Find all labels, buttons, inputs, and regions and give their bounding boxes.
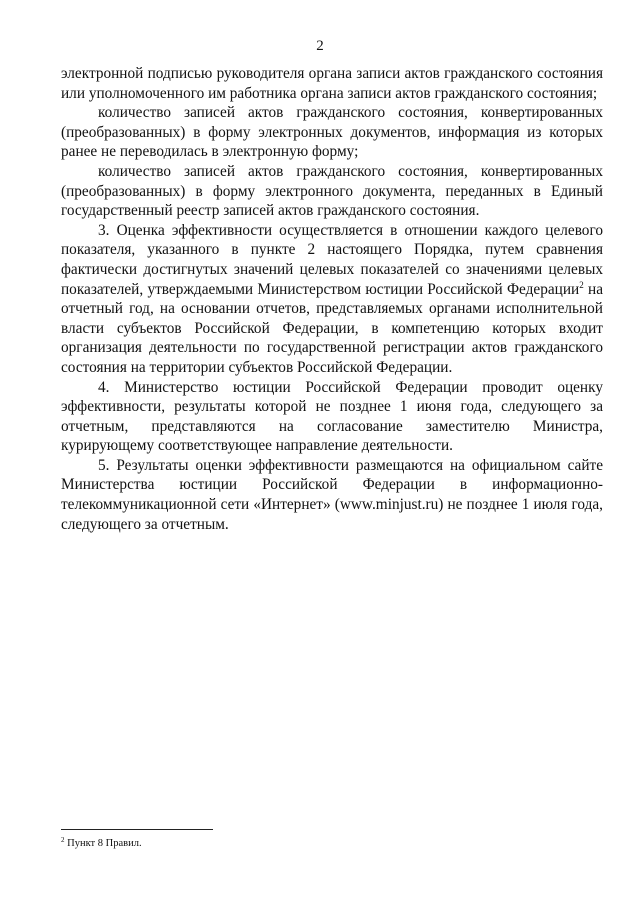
document-body <box>61 64 603 534</box>
footnote-separator <box>61 829 213 830</box>
paragraph-signature-continuation: электронной подписью руководителя органа записи актов гражданского состояния или уполномоченного им работника органа записи актов гражданского состояния; <box>61 65 603 102</box>
footnote-reference: 2 <box>579 279 584 290</box>
paragraph-converted-records: количество записей актов гражданского состояния, конвертированных (преобразованных) в форму электронных документов, информация из которых ранее не переводилась в электронную форму; <box>61 104 603 161</box>
paragraph-transferred-records: количество записей актов гражданского состояния, конвертированных (преобразованных) в форму электронного документа, переданных в Единый государственный реестр записей актов гражданского состояния. <box>61 162 603 220</box>
paragraph-item-3-text-start: 3. Оценка эффективности осуществляется в отношении каждого целевого показателя, указанного в пункте 2 настоящего Порядка, путем сравнения фактически достигнутых значений целевых показателей со значениями целевых показателей, утверждаемыми Министерством юстиции Российской Федерации <box>61 221 603 298</box>
footnote <box>61 837 461 850</box>
footnote-number: 2 <box>61 836 65 844</box>
paragraph-item-3 <box>61 221 603 378</box>
footnote-text: Пункт 8 Правил. <box>64 838 142 849</box>
paragraph-item-3-text-end: на отчетный год, на основании отчетов, представляемых органами исполнительной власти субъектов Российской Федерации, в компетенцию которых входит организация деятельности по государственной регистрации актов гражданского состояния на территории субъектов Российской Федерации. <box>61 280 603 376</box>
page-number: 2 <box>316 38 324 54</box>
paragraph-item-4: 4. Министерство юстиции Российской Федерации проводит оценку эффективности, результаты которой не позднее 1 июня года, следующего за отчетным, представляются на согласование заместителю Министра, курирующему соответствующее направление деятельности. <box>61 378 603 455</box>
paragraph-item-5: 5. Результаты оценки эффективности размещаются на официальном сайте Министерства юстиции Российской Федерации в информационно-телекоммуникационной сети «Интернет» (www.minjust.ru) не позднее 1 июля года, следующего за отчетным. <box>61 456 603 533</box>
